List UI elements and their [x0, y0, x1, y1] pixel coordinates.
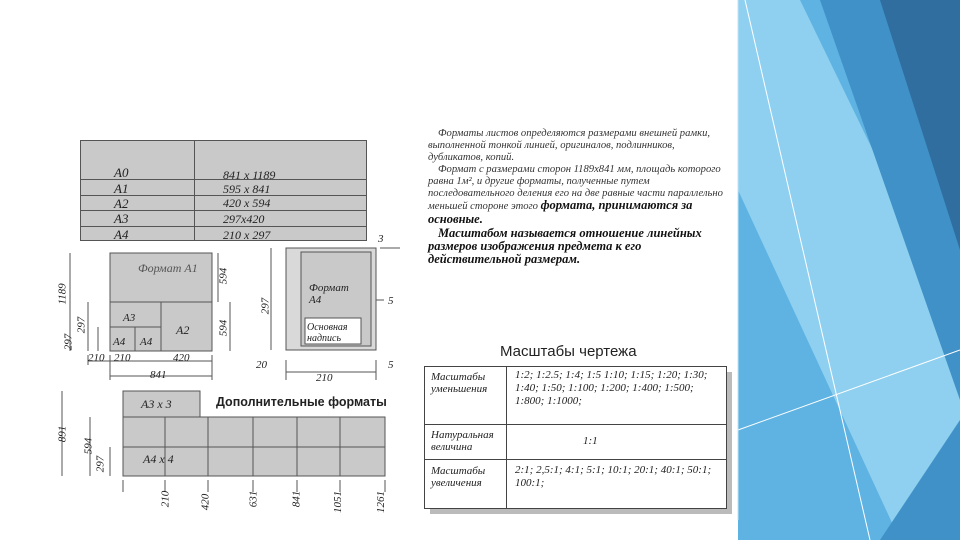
dim-a4-210: 210 [316, 372, 333, 384]
dim-a4-20: 20 [256, 359, 267, 371]
dim-210b: 210 [114, 352, 131, 364]
format-name-a4: A4 [114, 227, 129, 242]
label-a2: А2 [176, 323, 190, 337]
scales-table-shadow [430, 509, 730, 514]
format-name-a0: A0 [114, 165, 129, 180]
dim-891: 891 [56, 425, 69, 443]
dim-a4-5b: 5 [388, 359, 394, 371]
label-a3x3: А3 х 3 [141, 397, 172, 411]
dim-841: 841 [150, 369, 167, 381]
label-format-a1: Формат А1 [138, 261, 198, 275]
label-a3: А3 [123, 312, 136, 324]
dim-594a: 594 [217, 267, 230, 285]
dim-a4-3: 3 [378, 233, 384, 245]
dim-bottom-420: 420 [199, 493, 212, 511]
scale-label-natural: Натуральная величина [431, 429, 494, 453]
label-format-a4: Формат А4 [309, 282, 349, 306]
dim-210a: 210 [88, 352, 105, 364]
dim-bottom-1051: 1051 [332, 491, 344, 513]
format-size-a3: 297x420 [223, 212, 265, 226]
scale-value-reduction: 1:2; 1:2.5; 1:4; 1:5 1:10; 1:15; 1:20; 1:30; 1:40; 1:50; 1:100; 1:200; 1:400; 1:500; 1:800; 1:1000; [515, 369, 708, 407]
dim-297b: 297 [62, 333, 75, 351]
format-name-a3: A3 [114, 211, 129, 226]
description-p3: Масштабом называется отношение линейных размеров изображения предмета к его действительной размерам. [428, 226, 702, 267]
dim-bottom-841: 841 [290, 490, 303, 508]
dim-a4-5a: 5 [388, 295, 394, 307]
description-p1: Форматы листов определяются размерами внешней рамки, выполненной тонкой линией, оригиналов, подлинников, дубликатов, копий. [428, 128, 711, 163]
scales-table-shadow-right [727, 372, 732, 514]
dim-1189: 1189 [56, 283, 69, 305]
dim-297a: 297 [75, 316, 88, 334]
scale-label-reduction: Масштабы уменьшения [431, 371, 488, 395]
scales-title: Масштабы чертежа [500, 343, 637, 360]
dim-594b: 594 [217, 319, 230, 337]
dim-bottom-1261: 1261 [375, 491, 387, 513]
dim-extra-297: 297 [94, 455, 107, 473]
label-a4-right: А4 [140, 336, 153, 348]
format-size-a0: 841 x 1189 [223, 168, 276, 182]
dim-a4-297: 297 [259, 297, 272, 315]
format-size-a2: 420 x 594 [223, 196, 271, 210]
description-p2b: формата, принимаются за основные. [428, 198, 693, 227]
dim-extra-594: 594 [82, 437, 95, 455]
label-a4-left: А4 [113, 336, 126, 348]
format-size-a1: 595 x 841 [223, 182, 271, 196]
scale-value-natural: 1:1 [583, 435, 598, 447]
dim-420: 420 [173, 352, 190, 364]
format-name-a2: A2 [114, 196, 129, 211]
label-title-block: Основная надпись [307, 322, 348, 344]
extra-formats-title: Дополнительные форматы [216, 395, 387, 409]
dim-bottom-210: 210 [159, 490, 172, 508]
description-p2a: Формат с размерами сторон 1189х841 мм, площадь которого равна 1м², и другие форматы, полученные путем последовательного деления его на две равные части параллельно меньшей стороне этого [428, 163, 723, 213]
scale-label-enlargement: Масштабы увеличения [431, 465, 486, 489]
dim-bottom-631: 631 [247, 490, 260, 508]
scales-table [424, 366, 727, 509]
description-text [428, 128, 724, 266]
scale-value-enlargement: 2:1; 2,5:1; 4:1; 5:1; 10:1; 20:1; 40:1; 50:1; 100:1; [515, 464, 712, 489]
format-name-a1: A1 [114, 181, 129, 196]
label-a4x4: А4 х 4 [143, 452, 174, 466]
format-size-a4: 210 x 297 [223, 228, 271, 242]
